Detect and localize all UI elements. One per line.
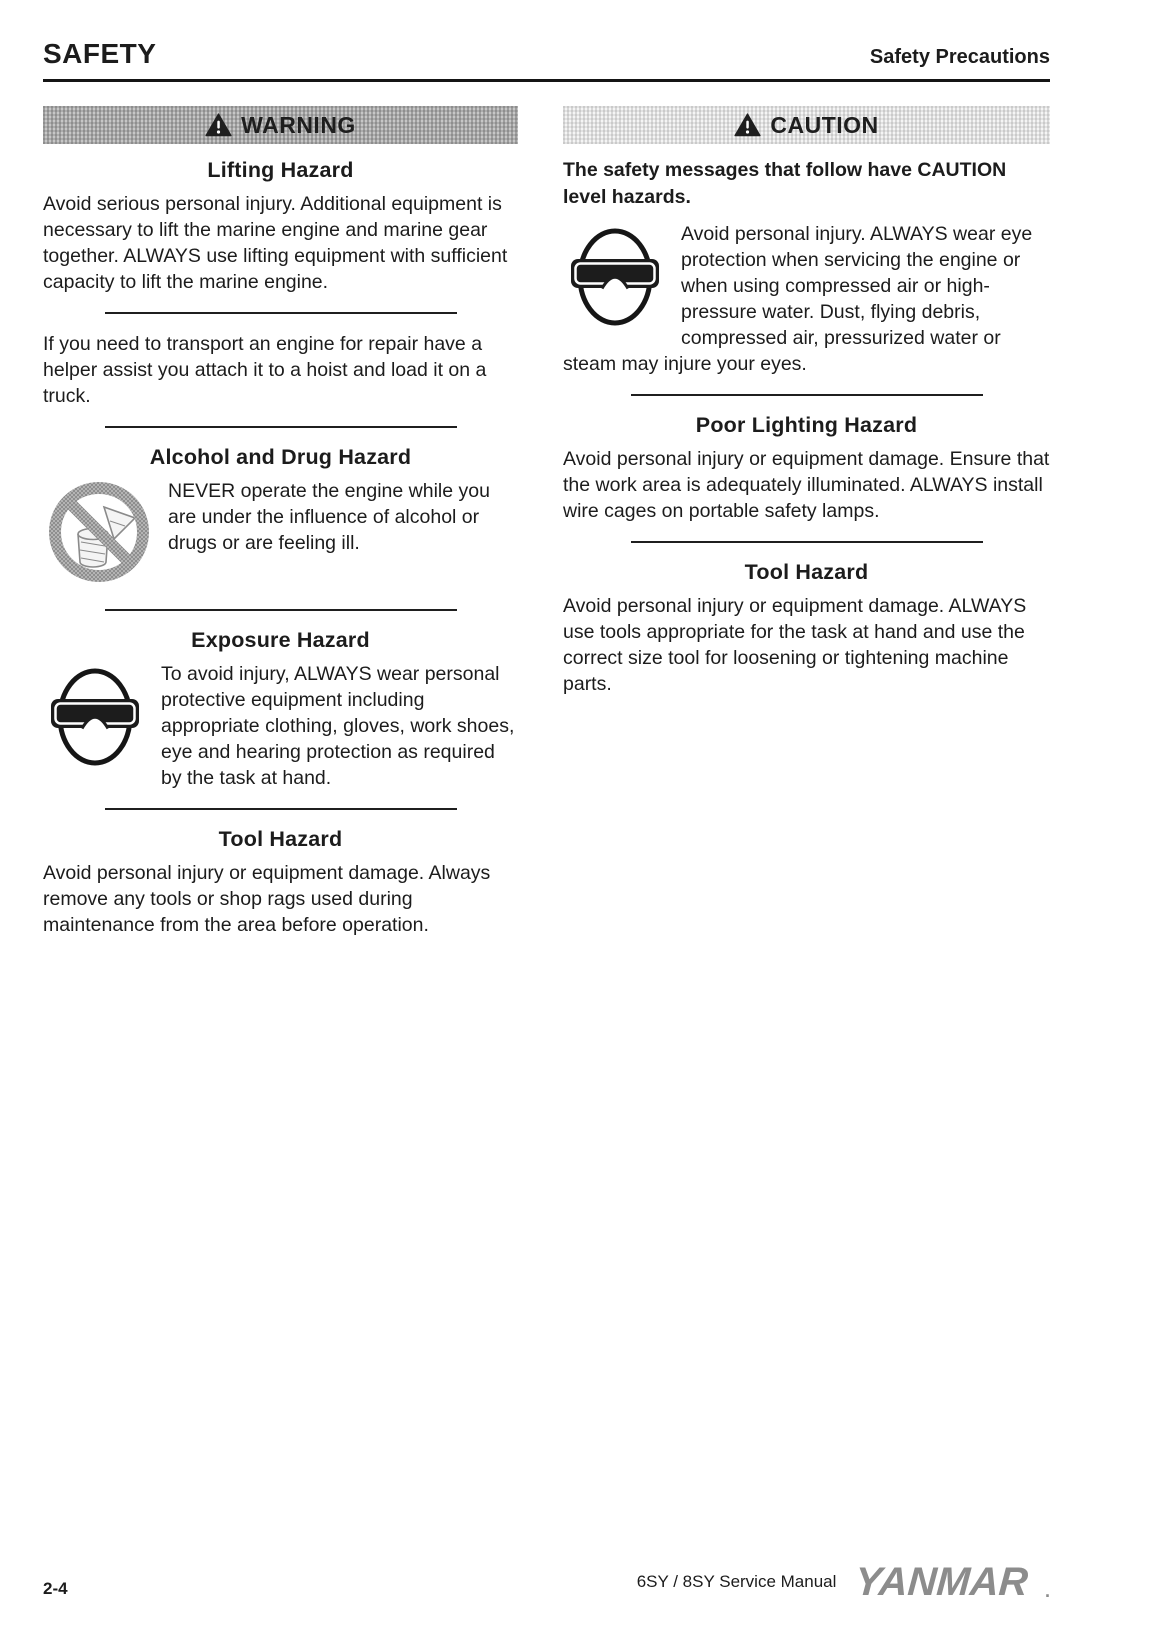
section-paragraph: Avoid personal injury or equipment damage. ALWAYS use tools appropriate for the task at hand and use the correct size tool for loosening or tightening machine parts.	[563, 595, 1027, 695]
section-title: Safety Precautions	[869, 46, 1050, 68]
section-poor-lighting-hazard	[563, 413, 1050, 524]
section-heading: Poor Lighting Hazard	[695, 413, 918, 437]
left-column	[43, 106, 518, 938]
section-paragraph: Avoid personal injury or equipment damage. Ensure that the work area is adequately illuminated. ALWAYS install wire cages on portable safety lamps.	[563, 448, 1050, 522]
section-paragraph: If you need to transport an engine for repair have a helper assist you attach it to a hoist and load it on a truck.	[43, 333, 487, 407]
chapter-title: SAFETY	[43, 38, 157, 69]
page-number: 2-4	[43, 1579, 68, 1598]
section-paragraph: Avoid personal injury or equipment damage. Always remove any tools or shop rags used during maintenance from the area before operation.	[43, 862, 491, 936]
section-divider	[631, 541, 983, 543]
warning-triangle-icon	[734, 113, 761, 137]
yanmar-logo-mark: .	[1044, 1580, 1050, 1601]
page-footer	[43, 1560, 1050, 1604]
yanmar-logo: YANMAR	[854, 1560, 1030, 1604]
section-alcohol-drug-hazard	[43, 445, 518, 592]
section-tool-hazard-left	[43, 827, 518, 938]
section-paragraph: NEVER operate the engine while you are under the influence of alcohol or drugs or are feeling ill.	[168, 480, 490, 554]
section-divider	[105, 426, 457, 428]
warning-triangle-icon	[205, 113, 232, 137]
section-heading: Tool Hazard	[218, 827, 343, 851]
section-exposure-hazard	[43, 628, 518, 791]
section-heading: Tool Hazard	[744, 560, 869, 584]
section-caution-intro	[563, 157, 1050, 211]
caution-banner	[563, 106, 1050, 144]
section-divider	[105, 312, 457, 314]
section-paragraph: Avoid serious personal injury. Additional equipment is necessary to lift the marine engine and marine gear together. ALWAYS use lifting equipment with sufficient capacity to lift the marine engine.	[43, 193, 508, 293]
two-column-layout	[43, 106, 1050, 938]
section-divider	[105, 808, 457, 810]
page-header	[43, 38, 1050, 82]
caution-banner-label: CAUTION	[770, 111, 879, 138]
warning-banner-label: WARNING	[241, 111, 356, 138]
safety-goggles-icon	[47, 663, 144, 769]
no-alcohol-icon	[47, 480, 151, 584]
section-eye-protection	[563, 221, 1050, 377]
section-tool-hazard-right	[563, 560, 1050, 697]
caution-intro-text: The safety messages that follow have CAUTION level hazards.	[563, 159, 1007, 208]
section-heading: Alcohol and Drug Hazard	[149, 445, 412, 469]
footer-right	[636, 1560, 1050, 1604]
manual-title: 6SY / 8SY Service Manual	[636, 1572, 837, 1591]
right-column	[563, 106, 1050, 938]
section-divider	[105, 609, 457, 611]
section-paragraph: Avoid personal injury. ALWAYS wear eye protection when servicing the engine or when using compressed air or high-pressure water. Dust, flying debris, compressed air, pressurized water or steam may injure your eyes.	[563, 223, 1033, 375]
warning-banner	[43, 106, 518, 144]
section-heading: Exposure Hazard	[191, 628, 370, 652]
section-divider	[631, 394, 983, 396]
section-paragraph: To avoid injury, ALWAYS wear personal protective equipment including appropriate clothing, gloves, work shoes, eye and hearing protection as required by the task at hand.	[161, 663, 515, 789]
section-lifting-hazard	[43, 158, 518, 409]
safety-goggles-icon	[567, 223, 664, 329]
section-heading: Lifting Hazard	[207, 158, 354, 182]
